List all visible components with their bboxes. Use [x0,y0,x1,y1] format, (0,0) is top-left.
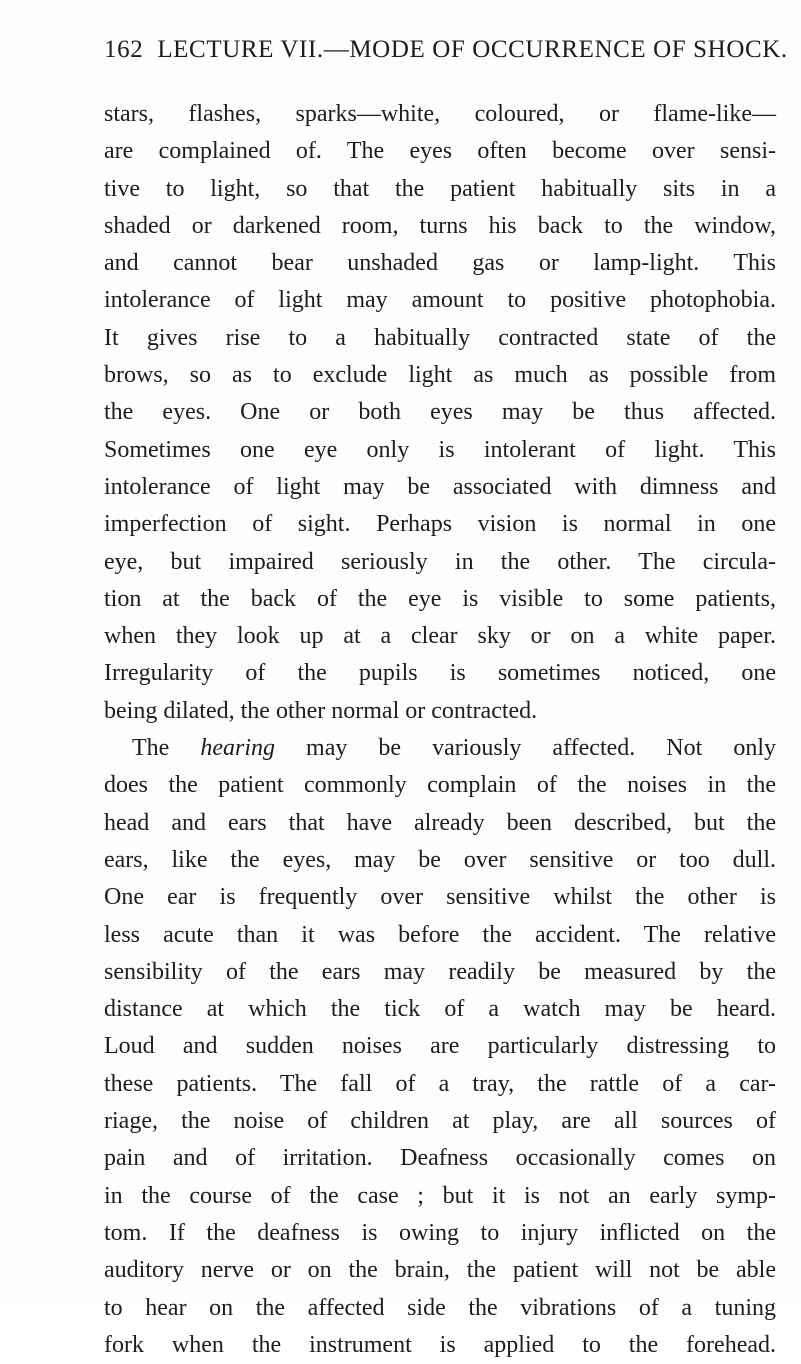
text-line: distance at which the tick of a watch may be heard. [104,996,776,1023]
text-line: the eyes. One or both eyes may be thus affected. [104,399,776,426]
text-line: intolerance of light may amount to positive photophobia. [104,287,776,314]
text-line: Sometimes one eye only is intolerant of light. This [104,436,776,463]
text-line: these patients. The fall of a tray, the rattle of a car- [104,1070,776,1097]
running-title: LECTURE VII.—MODE OF OCCURRENCE OF SHOCK. [157,36,788,63]
text-line: imperfection of sight. Perhaps vision is normal in one [104,511,776,538]
text-line: head and ears that have already been described, but the [104,809,776,836]
hearing-italic: hearing [200,735,276,762]
text-line: Loud and sudden noises are particularly distressing to [104,1033,776,1060]
text-line: does the patient commonly complain of the noises in the [104,772,776,799]
text-line: stars, flashes, sparks—white, coloured, or flame-like— [104,101,776,127]
text-line: ears, like the eyes, may be over sensitive or too dull. [104,846,776,873]
text-line: shaded or darkened room, turns his back to the window, [104,212,776,239]
text-line: to hear on the affected side the vibrations of a tuning [104,1294,776,1321]
text-line: fork when the instrument is applied to the forehead. [104,1331,776,1358]
body-text [104,96,776,1364]
text-line: sensibility of the ears may readily be measured by the [104,958,776,985]
text-line: tive to light, so that the patient habitually sits in a [104,175,776,202]
text-line: brows, so as to exclude light as much as possible from [104,362,776,389]
text-line: intolerance of light may be associated with dimness and [104,473,776,500]
text-line: riage, the noise of children at play, are all sources of [104,1108,776,1135]
text-line: auditory nerve or on the brain, the patient will not be able [104,1257,776,1284]
text-line: pain and of irritation. Deafness occasionally comes on [104,1145,776,1172]
text-line-paragraph-start [104,730,776,767]
running-head [104,36,788,64]
text-line: Irregularity of the pupils is sometimes noticed, one [104,660,776,687]
text-line: in the course of the case ; but it is not an early symp- [104,1182,776,1209]
text-line-paragraph-end: being dilated, the other normal or contracted. [104,697,538,724]
hearing-post: may be variously affected. Not only [275,735,776,762]
text-line: tom. If the deafness is owing to injury inflicted on the [104,1219,776,1246]
text-line: tion at the back of the eye is visible to some patients, [104,585,776,612]
text-line: and cannot bear unshaded gas or lamp-light. This [104,250,776,277]
page-number: 162 [104,36,144,63]
text-line: It gives rise to a habitually contracted state of the [104,324,776,351]
text-line: eye, but impaired seriously in the other. The circula- [104,548,776,575]
text-line: One ear is frequently over sensitive whilst the other is [104,884,776,911]
text-line: less acute than it was before the accident. The relative [104,921,776,948]
text-line: when they look up at a clear sky or on a white paper. [104,623,776,650]
text-line: are complained of. The eyes often become over sensi- [104,138,776,165]
hearing-pre: The [132,735,201,762]
